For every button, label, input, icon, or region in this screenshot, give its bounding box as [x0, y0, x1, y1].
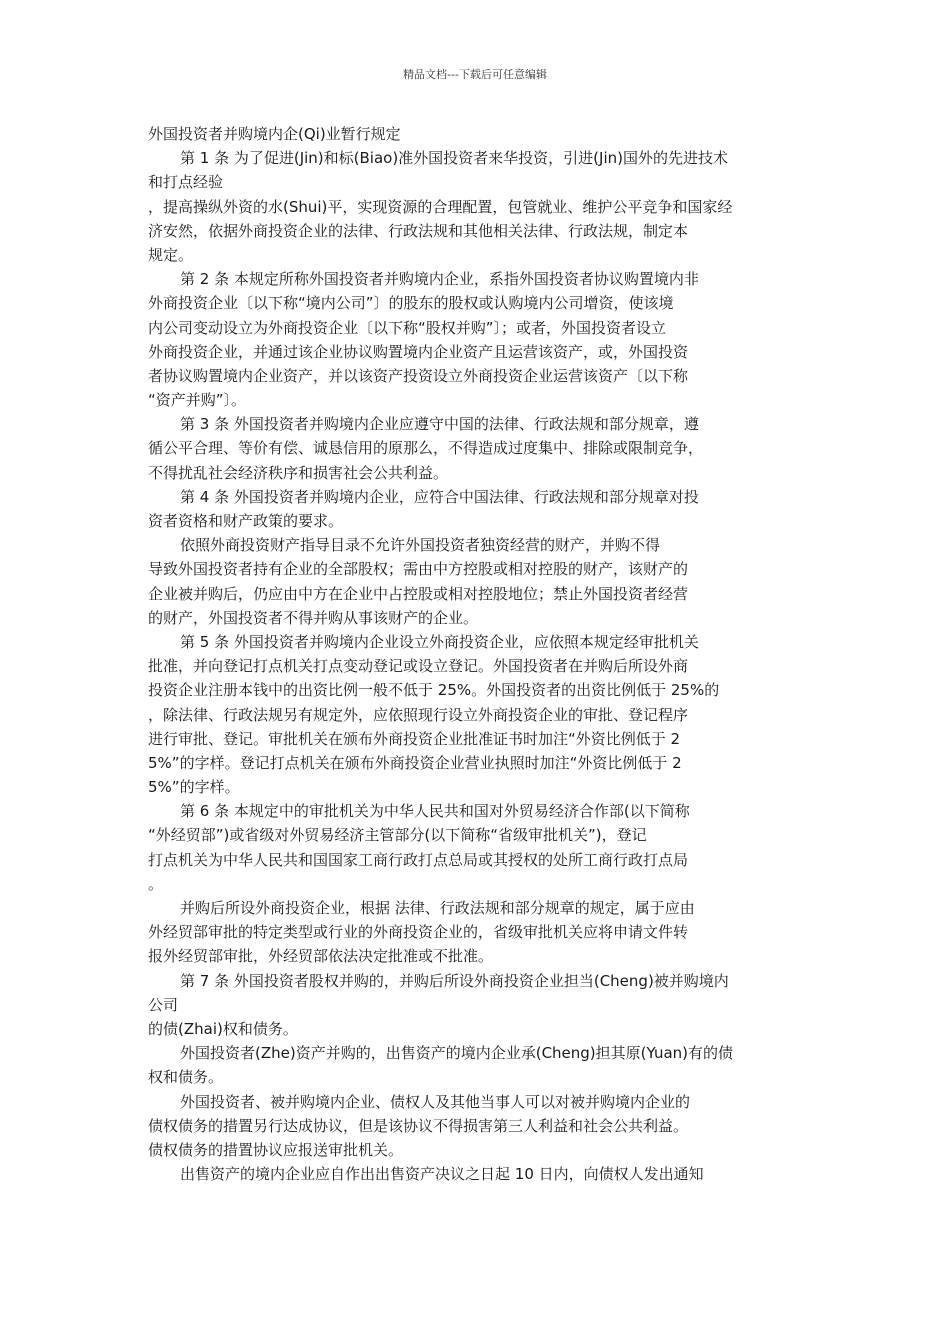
page-header: 精品文档---下载后可任意编辑: [403, 68, 547, 81]
document-line: 资者资格和财产政策的要求。: [148, 512, 344, 530]
document-line: “资产并购”〕。: [148, 391, 247, 410]
document-line: 依照外商投资财产指导目录不允许外国投资者独资经营的财产，并购不得: [180, 536, 661, 555]
document-line: 第 1 条 为了促进(Jin)和标(Biao)准外国投资者来华投资，引进(Jin)国外的先进技术: [180, 149, 728, 168]
document-line: 第 4 条 外国投资者并购境内企业，应符合中国法律、行政法规和部分规章对投: [180, 487, 699, 506]
document-line: 企业被并购后，仍应由中方在企业中占控股或相对控股地位；禁止外国投资者经营: [148, 584, 689, 603]
document-body: [148, 122, 828, 1186]
document-line: 批准，并向登记打点机关打点变动登记或设立登记。外国投资者在并购后所设外商: [148, 657, 689, 676]
document-line: 外国投资者(Zhe)资产并购的，出售资产的境内企业承(Cheng)担其原(Yuan)有的债: [180, 1044, 734, 1063]
document-line: 并购后所设外商投资企业，根据 法律、行政法规和部分规章的规定，属于应由: [180, 899, 695, 917]
document-line: 5%”的字样。登记打点机关在颁布外商投资企业营业执照时加注“外资比例低于 2: [148, 753, 682, 772]
document-line: ，提高操纵外资的水(Shui)平，实现资源的合理配置，包管就业、维护公平竞争和国家经: [148, 197, 733, 216]
document-line: 权和债务。: [148, 1068, 224, 1087]
document-line: 的债(Zhai)权和债务。: [148, 1019, 298, 1038]
document-line: 者协议购置境内企业资产，并以该资产投资设立外商投资企业运营该资产〔以下称: [148, 366, 689, 385]
document-line: 投资企业注册本钱中的出资比例一般不低于 25%。外国投资者的出资比例低于 25%的: [148, 681, 720, 700]
document-line: 外经贸部审批的特定类型或行业的外商投资企业的，省级审批机关应将申请文件转: [148, 923, 689, 942]
document-line: 债权债务的措置另行达成协议，但是该协议不得损害第三人利益和社会公共利益。: [148, 1116, 689, 1135]
document-line: 不得扰乱社会经济秩序和损害社会公共利益。: [148, 463, 449, 482]
document-line: 第 3 条 外国投资者并购境内企业应遵守中国的法律、行政法规和部分规章，遵: [180, 415, 699, 434]
document-line: 公司: [148, 995, 179, 1014]
document-line: 第 5 条 外国投资者并购境内企业设立外商投资企业，应依照本规定经审批机关: [180, 632, 699, 651]
document-line: 导致外国投资者持有企业的全部股权；需由中方控股或相对控股的财产，该财产的: [148, 560, 689, 579]
document-line: 循公平合理、等价有偿、诚恳信用的原那么，不得造成过度集中、排除或限制竞争，: [148, 439, 704, 458]
document-line: 外国投资者并购境内企(Qi)业暂行规定: [148, 125, 401, 143]
document-line: 外国投资者、被并购境内企业、债权人及其他当事人可以对被并购境内企业的: [180, 1092, 691, 1111]
document-line: “外经贸部”)或省级对外贸易经济主管部分(以下简称“省级审批机关”)，登记: [148, 826, 647, 845]
document-line: 进行审批、登记。审批机关在颁布外商投资企业批准证书时加注“外资比例低于 2: [148, 729, 681, 748]
document-line: 外商投资企业，并通过该企业协议购置境内企业资产且运营该资产，或，外国投资: [148, 342, 689, 361]
document-line: 外商投资企业〔以下称“境内公司”〕的股东的股权或认购境内公司增资，使该境: [148, 294, 674, 313]
document-line: 。: [148, 874, 164, 893]
document-line: 5%”的字样。: [148, 778, 240, 797]
document-line: 第 6 条 本规定中的审批机关为中华人民共和国对外贸易经济合作部(以下简称: [180, 802, 690, 821]
document-line: 第 7 条 外国投资者股权并购的，并购后所设外商投资企业担当(Cheng)被并购境内: [180, 971, 729, 990]
document-line: 内公司变动设立为外商投资企业〔以下称“股权并购”〕；或者，外国投资者设立: [148, 318, 667, 337]
document-line: 济安然，依据外商投资企业的法律、行政法规和其他相关法律、行政法规，制定本: [148, 221, 689, 240]
document-line: 和打点经验: [148, 173, 224, 192]
document-line: 债权债务的措置协议应报送审批机关。: [148, 1140, 404, 1159]
document-line: 出售资产的境内企业应自作出出售资产决议之日起 10 日内，向债权人发出通知: [180, 1165, 704, 1184]
document-line: 的财产，外国投资者不得并购从事该财产的企业。: [148, 608, 479, 627]
document-line: 打点机关为中华人民共和国国家工商行政打点总局或其授权的处所工商行政打点局: [148, 850, 689, 869]
document-line: 第 2 条 本规定所称外国投资者并购境内企业，系指外国投资者协议购置境内非: [180, 270, 699, 289]
document-line: 报外经贸部审批，外经贸部依法决定批准或不批准。: [148, 947, 494, 966]
document-line: ，除法律、行政法规另有规定外，应依照现行设立外商投资企业的审批、登记程序: [148, 705, 689, 724]
document-line: 规定。: [148, 245, 194, 264]
